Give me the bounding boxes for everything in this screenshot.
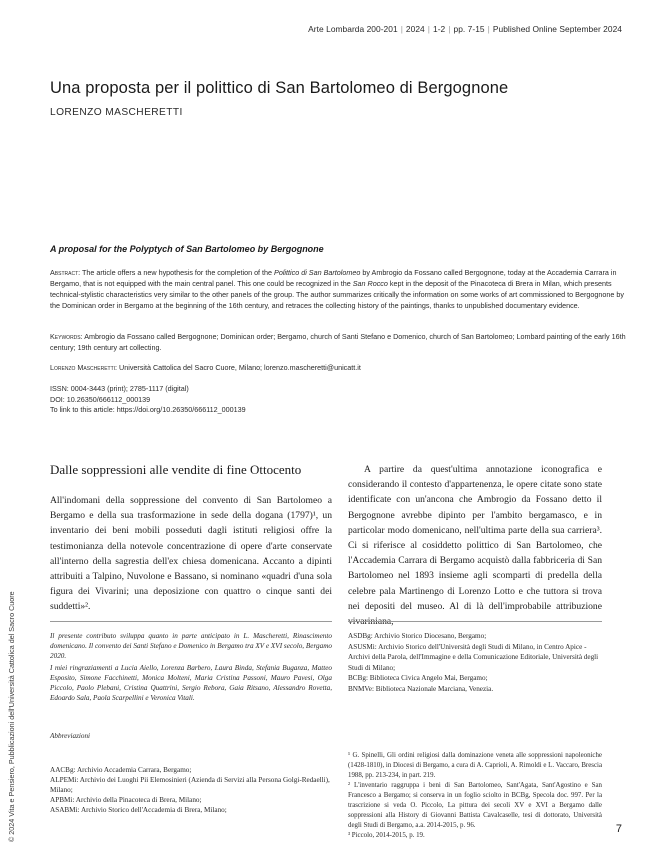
journal-pages: pp. 7-15 bbox=[453, 24, 485, 34]
abstract-text: kept in the deposit of the Pinacoteca di Brera in Milan, which presents technical-stylistic characteristics very similar to the other panels of the group. The author summarizes critically the information on some works of art commissioned to Bergognone by the Dominican order in Bergamo at the beginning of the 16th century, and retraces the collecting history of the paintings, thanks to unpublished documentary evidence. bbox=[50, 279, 624, 310]
affiliation-text: Università Cattolica del Sacro Cuore, Milano; lorenzo.mascheretti@unicatt.it bbox=[117, 363, 361, 372]
author-affiliation bbox=[50, 362, 626, 373]
footnote-3: ³ Piccolo, 2014-2015, p. 19. bbox=[348, 832, 425, 839]
footnote-1: ¹ G. Spinelli, Gli ordini religiosi dalla dominazione veneta alle soppressioni napoleoniche (1428-1810), in Diocesi di Bergamo, a cura di A. Caprioli, A. Rimoldi e L. Vaccaro, Brescia 1988, pp. 213-234, in part. 219. bbox=[348, 752, 602, 779]
notes-left bbox=[50, 631, 332, 815]
footnote-divider bbox=[348, 621, 602, 622]
abbreviation-item: AACBg: Archivio Accademia Carrara, Bergamo; bbox=[50, 766, 192, 774]
article-title: Una proposta per il polittico di San Bartolomeo di Bergognone bbox=[50, 79, 509, 97]
page-number: 7 bbox=[615, 823, 622, 835]
abbreviation-item: ASUSMi: Archivio Storico dell'Università degli Studi di Milano, in Centro Apice - Archivi della Parola, dell'Immagine e della Comunicazione Editoriale, Università degli Studi di Milano; bbox=[348, 642, 599, 672]
abbreviation-item: BCBg: Biblioteca Civica Angelo Mai, Bergamo; bbox=[348, 674, 488, 682]
abbreviations-heading: Abbreviazioni bbox=[50, 732, 91, 740]
abbreviation-item: ASABMi: Archivio Storico dell'Accademia di Brera, Milano; bbox=[50, 806, 227, 814]
issn: ISSN: 0004-3443 (print); 2785-1117 (digital) bbox=[50, 384, 189, 393]
journal-name: Arte Lombarda 200-201 bbox=[308, 24, 398, 34]
copyright-notice: © 2024 Vita e Pensiero, Pubblicazioni dell'Università Cattolica del Sacro Cuore bbox=[7, 591, 16, 842]
footnotes bbox=[348, 751, 602, 841]
acknowledgements: I miei ringraziamenti a Lucia Aiello, Lorenza Barbero, Laura Binda, Stefania Buganza, Matteo Esposito, Simone Facchinetti, Monica Molteni, Maria Cristina Passoni, Mauro Pavesi, Olga Piccolo, Paolo Plebani, Cristina Quattrini, Sergio Rebora, Gaia Ritsano, Alessandro Rovetta, Edoardo Sala, Paola Scarpellini e Veronica Vitali. bbox=[50, 664, 332, 702]
published-date: Published Online September 2024 bbox=[492, 24, 622, 34]
intro-note: Il presente contributo sviluppa quanto in parte anticipato in L. Mascheretti, Rinascimento domenicano. Il convento dei Santi Stefano e Domenico in Bergamo tra XV e XVI secolo, Bergamo 2020. bbox=[50, 632, 332, 660]
abstract-italic-title: Polittico di San Bartolomeo bbox=[274, 268, 361, 277]
abstract-label: Abstract: bbox=[50, 268, 81, 277]
doi: DOI: 10.26350/666112_000139 bbox=[50, 394, 151, 404]
abbreviation-item: APBMi: Archivio della Pinacoteca di Brera, Milano; bbox=[50, 796, 202, 804]
abbreviation-item: BNMVe: Biblioteca Nazionale Marciana, Venezia. bbox=[348, 684, 494, 693]
abstract-text: The article offers a new hypothesis for the completion of the bbox=[80, 268, 275, 277]
journal-year: 2024 bbox=[405, 24, 425, 34]
body-paragraph: A partire da quest'ultima annotazione iconografica e considerando il contesto d'appartenenza, le opere citate sono state identificate con un'ancona che Ambrogio da Fossano detto il Bergognone avrebbe dipinto per l'ambito bergamasco, e in particolar modo domenicano, nell'ultima parte della sua carriera³. Ci si riferisce al cosiddetto polittico di San Bartolomeo, che l'Accademia Carrara di Bergamo acquistò dalla fabbriceria di San Bartolomeo nel 1893 insieme agli scomparti di predella della celebre pala Martinengo di Lorenzo Lotto e che tuttora si trova nei depositi del museo. Al di là dell'improbabile attribuzione vivariniana, bbox=[348, 464, 602, 628]
abbreviation-item: ASDBg: Archivio Storico Diocesano, Bergamo; bbox=[348, 632, 487, 640]
body-paragraph: All'indomani della soppressione del convento di San Bartolomeo a Bergamo e della sua trasformazione in sede della dogana (1797)¹, un inventario dei beni mobili posseduti dagli istituti religiosi offre la testimonianza della notevole concentrazione di opere d'arte conservate all'interno della sagrestia dell'ex chiesa domenicana. Accanto a dipinti attribuiti a Talpino, Nuvolone e Bassano, si nominano «quadri d'una sola figura dei Vivarini; una deposizione con quattro o cinque santi dei suddetti»². bbox=[50, 495, 332, 613]
keywords-text: Ambrogio da Fossano called Bergognone; Dominican order; Bergamo, church of Santi Stefano e Domenico, church of San Bartolomeo; Lombard painting of the early 16th century; 19th century art collecting. bbox=[50, 332, 626, 352]
footnote-2: ² L'inventario raggruppa i beni di San Bartolomeo, Sant'Agata, Sant'Agostino e San Francesco a Bergamo; si conserva in un foglio sciolto in BCBg, Specola doc. 997. Per la trascrizione si veda O. Piccolo, La pittura dei secoli XV e XVI a Bergamo dalle soppressioni alla History di Giovanni Battista Cavalcaselle, tesi di dottorato, Università degli Studi di Bergamo, a.a. 2014-2015, p. 96. bbox=[348, 782, 602, 829]
section-heading: Dalle soppressioni alle vendite di fine Ottocento bbox=[50, 462, 302, 477]
footnote-divider bbox=[50, 621, 332, 622]
abstract-italic-title: San Rocco bbox=[352, 279, 388, 288]
author-name: LORENZO MASCHERETTI bbox=[50, 107, 183, 118]
identifiers bbox=[50, 384, 626, 416]
abstract bbox=[50, 267, 626, 311]
abbreviation-list bbox=[50, 765, 332, 815]
abbreviation-list-right bbox=[348, 631, 602, 694]
affiliation-name: Lorenzo Mascheretti: bbox=[50, 363, 118, 372]
journal-issue: 1-2 bbox=[433, 24, 446, 34]
journal-header: Arte Lombarda 200-201 | 2024 | 1-2 | pp. 7-15 | Published Online September 2024 bbox=[308, 24, 622, 34]
body-column-left bbox=[50, 462, 332, 615]
english-title: A proposal for the Polyptych of San Bartolomeo by Bergognone bbox=[50, 244, 324, 254]
keywords bbox=[50, 331, 626, 353]
body-column-right bbox=[348, 462, 602, 629]
abstract-text: by Ambrogio da Fossano called Bergognone, today at the Accademia Carrara in Bergamo, that is not equipped with the main central panel. This one could be recognized in the bbox=[50, 268, 617, 288]
article-link[interactable]: To link to this article: https://doi.org/10.26350/666112_000139 bbox=[50, 405, 246, 415]
abbreviation-item: ALPEMi: Archivio dei Luoghi Pii Elemosinieri (Azienda di Servizi alla Persona Golgi-Redaelli), Milano; bbox=[50, 776, 330, 794]
keywords-label: Keywords: bbox=[50, 332, 83, 341]
